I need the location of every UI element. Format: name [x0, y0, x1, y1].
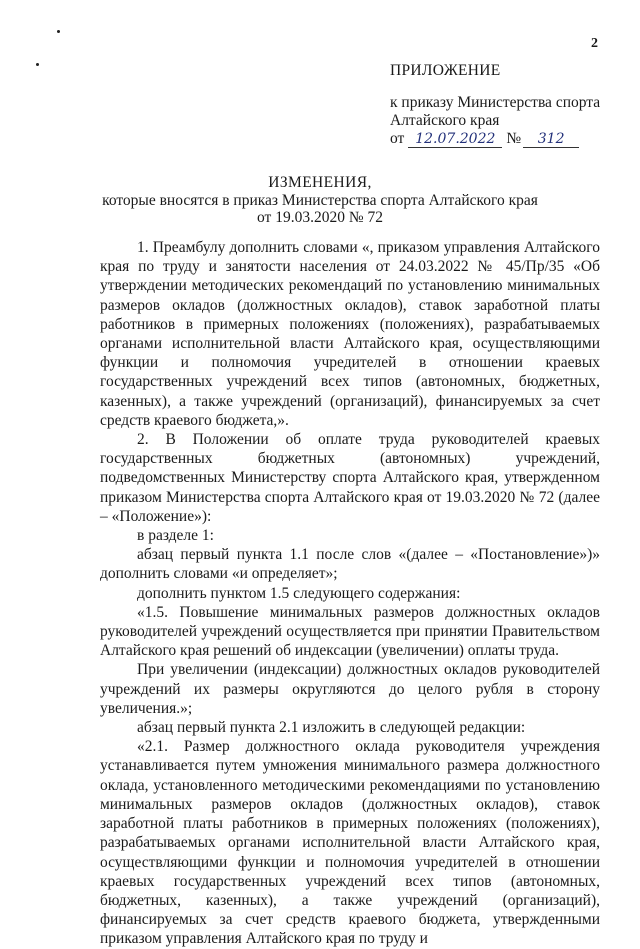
document-heading [0, 174, 640, 227]
scan-dot-mark [36, 63, 39, 66]
page-number: 2 [591, 36, 598, 51]
paragraph: дополнить пунктом 1.5 следующего содержания: [137, 584, 461, 602]
heading-subtitle: которые вносятся в приказ Министерства спорта Алтайского края [102, 191, 538, 209]
paragraph: в разделе 1: [137, 527, 214, 545]
handwritten-number: 312 [523, 131, 579, 148]
heading-date-line: от 19.03.2020 № 72 [257, 209, 383, 226]
paragraph: абзац первый пункта 2.1 изложить в следующей редакции: [137, 719, 526, 737]
handwritten-date: 12.07.2022 [408, 131, 502, 148]
paragraph: «1.5. Повышение минимальных размеров должностных окладов руководителей учреждений осуществляется при принятии Правительством Алтайского края решений об индексации (увеличении) оплаты труда. [100, 603, 600, 660]
paragraph: «2.1. Размер должностного оклада руководителя учреждения устанавливается путем умножения минимального размера должностного оклада, установленного методическими рекомендациями по установлению минимальных размеров окладов (должностных окладов), ставок заработной платы работников в примерных положениях (положениях), разрабатываемых органами исполнительной власти Алтайского края, осуществляющими функции и полномочия учредителей в отношении краевых государственных учреждений всех типов (автономных, бюджетных, казенных), а также учреждений (организаций), финансируемых за счет средств краевого бюджета, утвержденными приказом управления Алтайского края по труду и [100, 738, 600, 948]
appendix-title: ПРИЛОЖЕНИЕ [390, 62, 501, 79]
appendix-order-line: к приказу Министерства спорта [390, 94, 601, 111]
date-prefix: от [390, 130, 405, 147]
number-prefix: № [506, 130, 522, 147]
heading-title: ИЗМЕНЕНИЯ, [268, 174, 372, 191]
paragraph: 1. Преамбулу дополнить словами «, приказом управления Алтайского края по труду и занятости населения от 24.03.2022 № 45/Пр/35 «Об утверждении методических рекомендаций по установлению минимальных размеров окладов (должностных окладов), ставок заработной платы работников в примерных положениях (положениях), разрабатываемых органами исполнительной власти Алтайского края, осуществляющими функции и полномочия учредителей в отношении краевых государственных учреждений всех типов (автономных, бюджетных, казенных), а также учреждений (организаций), финансируемых за счет средств краевого бюджета,». [100, 239, 600, 429]
appendix-block [390, 62, 620, 148]
appendix-date-number-line [390, 130, 620, 148]
appendix-region-line: Алтайского края [390, 112, 500, 129]
scan-dot-mark [57, 30, 60, 33]
paragraph: При увеличении (индексации) должностных окладов руководителей учреждений их размеры округляются до целого рубля в сторону увеличения.»; [100, 661, 600, 717]
paragraph: 2. В Положении об оплате труда руководителей краевых государственных бюджетных (автономных) учреждений, подведомственных Министерству спорта Алтайского края, утвержденном приказом Министерства спорта Алтайского края от 19.03.2020 № 72 (далее – «Положение»): [100, 431, 600, 525]
document-body [100, 238, 600, 949]
paragraph: абзац первый пункта 1.1 после слов «(далее – «Постановление»)» дополнить словами «и определяет»; [100, 546, 600, 583]
